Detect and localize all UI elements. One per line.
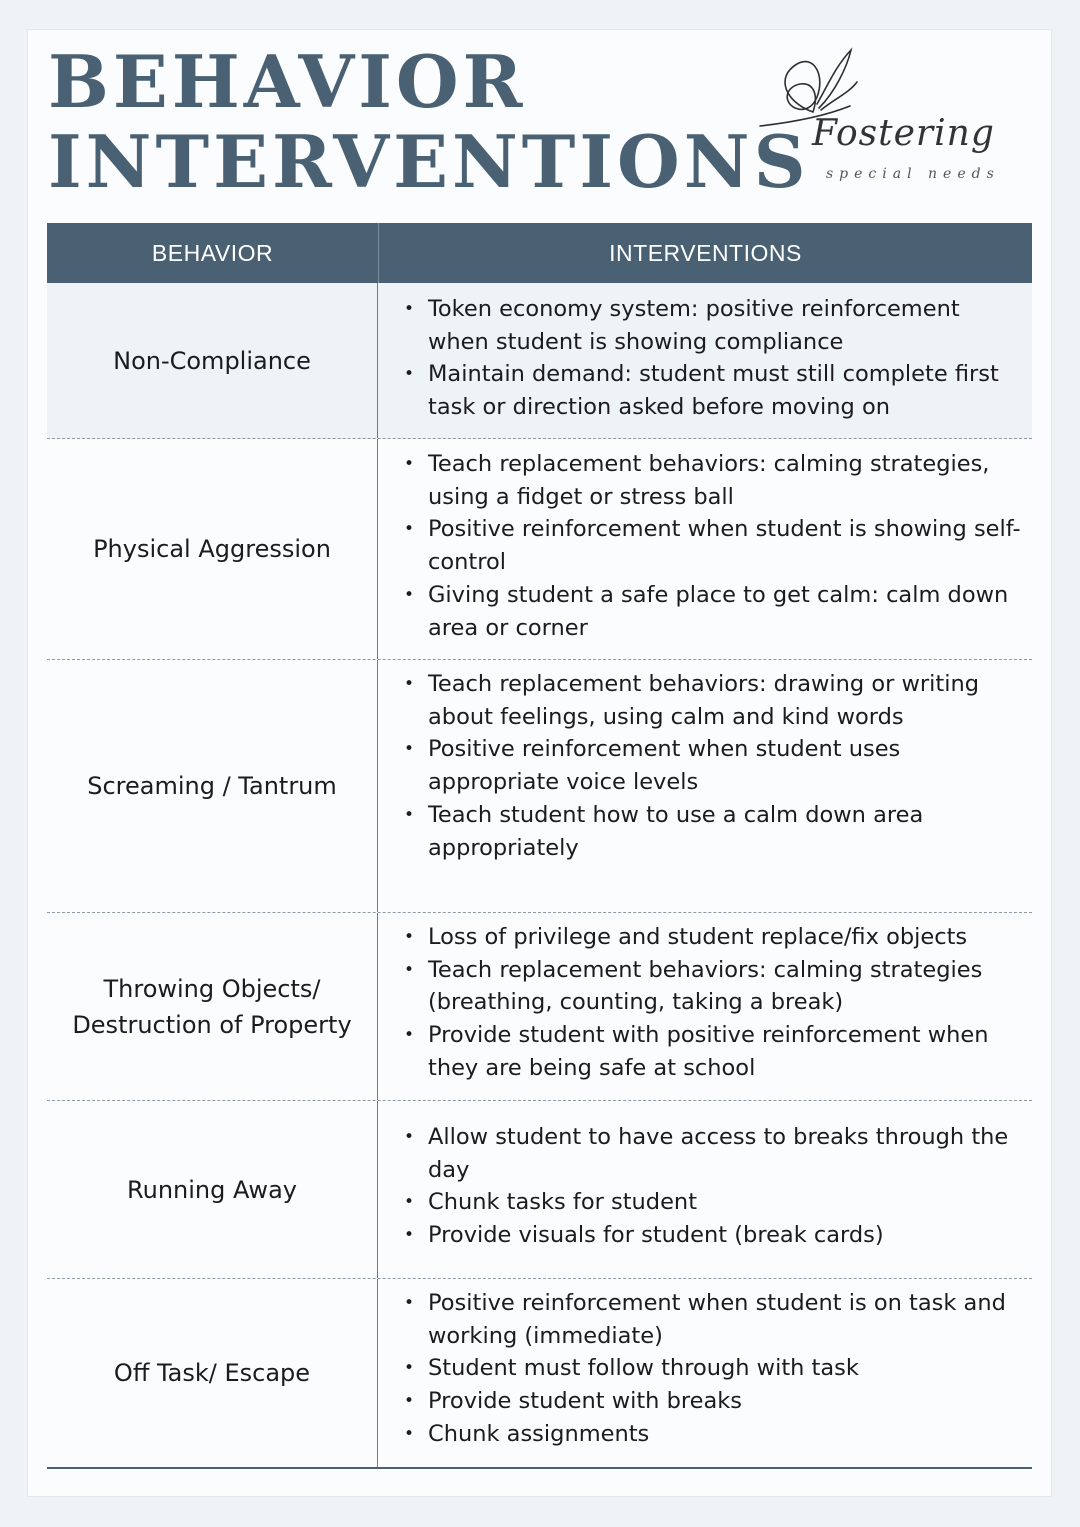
interventions-cell bbox=[378, 283, 1032, 438]
title-line-2: INTERVENTIONS bbox=[48, 119, 810, 204]
interventions-list bbox=[402, 293, 1024, 424]
list-item: • Provide visuals for student (break cards) bbox=[402, 1219, 1024, 1252]
table-row bbox=[47, 439, 1032, 660]
table-row bbox=[47, 283, 1032, 439]
list-item: • Loss of privilege and student replace/fix objects bbox=[402, 921, 1024, 954]
list-item: • Maintain demand: student must still complete first task or direction asked before moving on bbox=[402, 358, 1024, 423]
list-item: • Allow student to have access to breaks through the day bbox=[402, 1121, 1024, 1186]
interventions-cell bbox=[378, 1101, 1032, 1278]
list-item: • Teach replacement behaviors: drawing or writing about feelings, using calm and kind words bbox=[402, 668, 1024, 733]
interventions-list bbox=[402, 1287, 1024, 1451]
behavior-cell: Non-Compliance bbox=[47, 283, 378, 438]
logo-tagline: special needs bbox=[826, 166, 1000, 182]
interventions-cell bbox=[378, 913, 1032, 1100]
list-item: • Chunk assignments bbox=[402, 1418, 1024, 1451]
list-item: • Giving student a safe place to get calm: calm down area or corner bbox=[402, 579, 1024, 644]
interventions-list bbox=[402, 448, 1024, 644]
interventions-cell bbox=[378, 660, 1032, 912]
behavior-cell: Throwing Objects/ Destruction of Property bbox=[47, 913, 378, 1100]
logo-name: Fostering bbox=[812, 113, 995, 154]
table-row bbox=[47, 660, 1032, 913]
list-item: • Teach student how to use a calm down area appropriately bbox=[402, 799, 1024, 864]
list-item: • Provide student with breaks bbox=[402, 1385, 1024, 1418]
behavior-cell: Running Away bbox=[47, 1101, 378, 1278]
list-item: • Student must follow through with task bbox=[402, 1352, 1024, 1385]
page-title bbox=[48, 39, 810, 204]
table-row bbox=[47, 1279, 1032, 1469]
interventions-table bbox=[47, 223, 1032, 1469]
list-item: • Teach replacement behaviors: calming strategies, using a fidget or stress ball bbox=[402, 448, 1024, 513]
behavior-cell: Screaming / Tantrum bbox=[47, 660, 378, 912]
interventions-list bbox=[402, 921, 1024, 1085]
list-item: • Chunk tasks for student bbox=[402, 1186, 1024, 1219]
list-item: • Teach replacement behaviors: calming strategies (breathing, counting, taking a break) bbox=[402, 954, 1024, 1019]
list-item: • Positive reinforcement when student is showing self-control bbox=[402, 513, 1024, 578]
behavior-cell: Off Task/ Escape bbox=[47, 1279, 378, 1467]
behavior-cell: Physical Aggression bbox=[47, 439, 378, 659]
list-item: • Token economy system: positive reinforcement when student is showing compliance bbox=[402, 293, 1024, 358]
interventions-cell bbox=[378, 1279, 1032, 1467]
list-item: • Positive reinforcement when student is on task and working (immediate) bbox=[402, 1287, 1024, 1352]
interventions-cell bbox=[378, 439, 1032, 659]
interventions-list bbox=[402, 668, 1024, 864]
list-item: • Positive reinforcement when student uses appropriate voice levels bbox=[402, 733, 1024, 798]
table-header bbox=[47, 223, 1032, 283]
table-row bbox=[47, 1101, 1032, 1279]
list-item: • Provide student with positive reinforcement when they are being safe at school bbox=[402, 1019, 1024, 1084]
header-interventions: INTERVENTIONS bbox=[609, 239, 802, 266]
title-line-1: BEHAVIOR bbox=[48, 39, 527, 124]
table-row bbox=[47, 913, 1032, 1101]
interventions-list bbox=[402, 1121, 1024, 1252]
header-behavior: BEHAVIOR bbox=[47, 223, 379, 283]
